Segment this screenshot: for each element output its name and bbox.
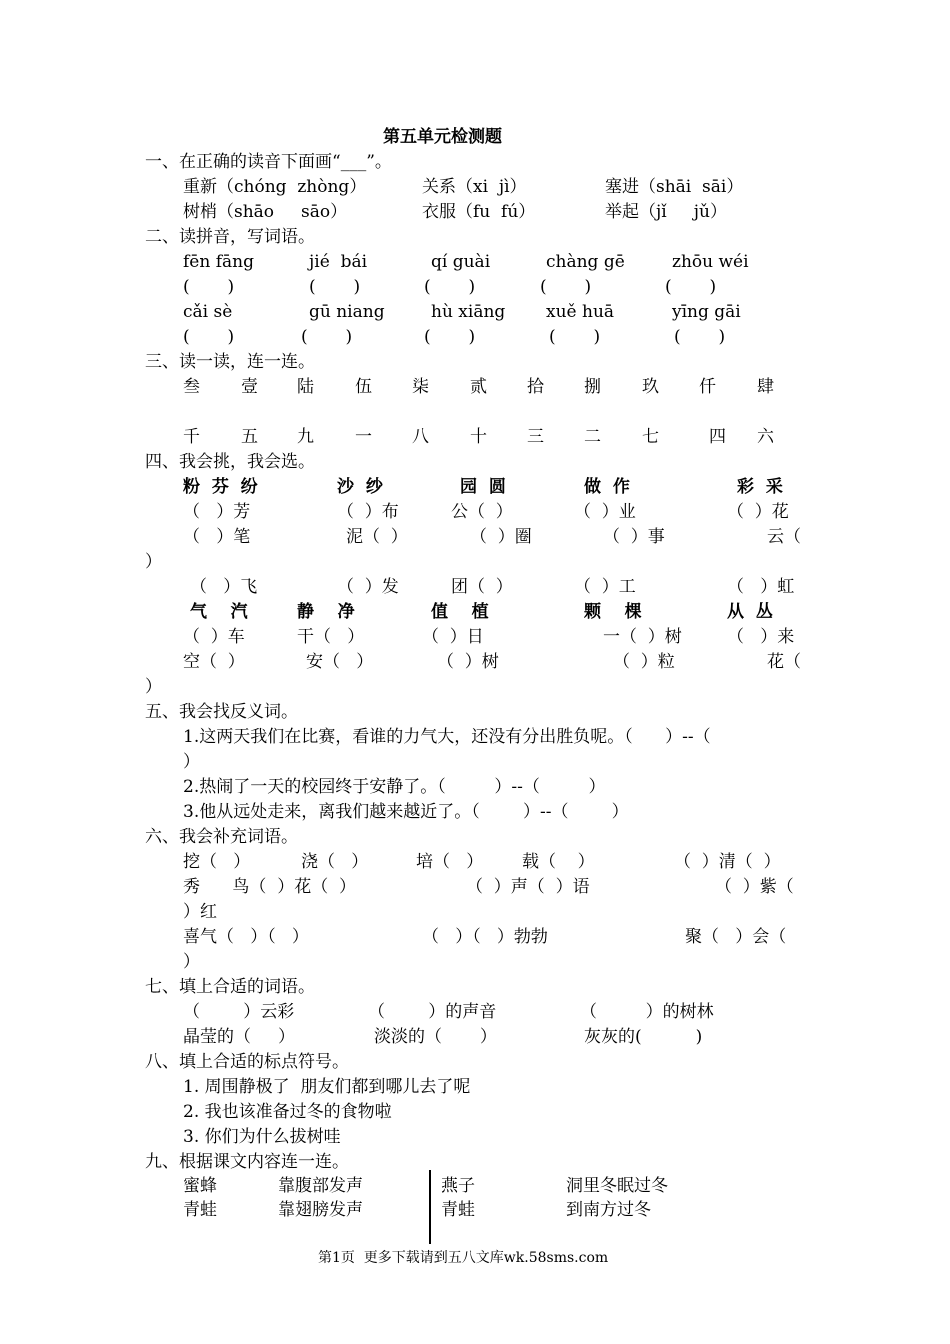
reading-item: 举起（jǐ jǔ） bbox=[605, 202, 727, 222]
section-4-heading: 四、我会挑，我会选。 bbox=[145, 452, 315, 472]
character-group: 园 圆 bbox=[460, 477, 506, 497]
answer-blank[interactable]: ( ) bbox=[183, 277, 235, 297]
idiom-blank[interactable]: （ ）（ ）勃勃 bbox=[422, 927, 548, 947]
lower-numeral[interactable]: 六 bbox=[757, 427, 774, 447]
wrap-text: ） bbox=[145, 677, 162, 697]
fill-word[interactable]: （ ）粒 bbox=[613, 652, 675, 672]
upper-numeral[interactable]: 贰 bbox=[470, 377, 487, 397]
fill-word[interactable]: 干（ ） bbox=[297, 627, 365, 647]
lower-numeral[interactable]: 二 bbox=[584, 427, 601, 447]
pinyin-word: zhōu wéi bbox=[672, 252, 749, 272]
character-group: 气 汽 bbox=[190, 602, 248, 622]
fill-word[interactable]: （ ）日 bbox=[422, 627, 484, 647]
idiom-blank[interactable]: 培（ ） bbox=[416, 852, 484, 872]
fill-word[interactable]: （ ）笔 bbox=[183, 527, 251, 547]
upper-numeral[interactable]: 仟 bbox=[699, 377, 716, 397]
answer-blank[interactable]: ( ) bbox=[424, 327, 476, 347]
page-footer: 第1页 更多下载请到五八文库wk.58sms.com bbox=[318, 1250, 609, 1266]
pinyin-word: fēn fāng bbox=[183, 252, 254, 272]
fill-word[interactable]: 泥（ ） bbox=[346, 527, 408, 547]
pinyin-word: jié bái bbox=[309, 252, 368, 272]
punctuation-sentence[interactable]: 2. 我也该准备过冬的食物啦 bbox=[183, 1102, 392, 1122]
answer-blank[interactable]: ( ) bbox=[540, 277, 592, 297]
fill-word[interactable]: 花（ bbox=[767, 652, 801, 672]
pinyin-word: gū niang bbox=[309, 302, 385, 322]
upper-numeral[interactable]: 陆 bbox=[297, 377, 314, 397]
reading-item: 树梢（shāo sāo） bbox=[183, 202, 348, 222]
section-8-heading: 八、填上合适的标点符号。 bbox=[145, 1052, 349, 1072]
page-title: 第五单元检测题 bbox=[383, 127, 502, 147]
answer-blank[interactable]: ( ) bbox=[674, 327, 726, 347]
animal-fact[interactable]: 洞里冬眠过冬 bbox=[566, 1176, 668, 1196]
fill-word[interactable]: 云（ bbox=[767, 527, 801, 547]
antonym-question[interactable]: 3.他从远处走来，离我们越来越近了。（ ）--（ ） bbox=[183, 802, 629, 822]
upper-numeral[interactable]: 壹 bbox=[241, 377, 258, 397]
answer-blank[interactable]: ( ) bbox=[424, 277, 476, 297]
antonym-question[interactable]: 2.热闹了一天的校园终于安静了。（ ）--（ ） bbox=[183, 777, 606, 797]
fill-word[interactable]: （ ）来 bbox=[727, 627, 795, 647]
character-group: 从 丛 bbox=[727, 602, 773, 622]
pinyin-word: chàng gē bbox=[546, 252, 625, 272]
punctuation-sentence[interactable]: 3. 你们为什么拔树哇 bbox=[183, 1127, 341, 1147]
lower-numeral[interactable]: 四 bbox=[709, 427, 726, 447]
upper-numeral[interactable]: 拾 bbox=[527, 377, 544, 397]
pinyin-word: yīng gāi bbox=[672, 302, 741, 322]
reading-item: 塞进（shāi sāi） bbox=[605, 177, 744, 197]
fill-word[interactable]: （ ）圈 bbox=[470, 527, 532, 547]
pinyin-word: xuě huā bbox=[546, 302, 615, 322]
lower-numeral[interactable]: 千 bbox=[183, 427, 200, 447]
punctuation-sentence[interactable]: 1. 周围静极了 朋友们都到哪儿去了呢 bbox=[183, 1077, 471, 1097]
idiom-blank[interactable]: 聚（ ）会（ bbox=[685, 927, 787, 947]
animal-fact[interactable]: 靠腹部发声 bbox=[278, 1176, 363, 1196]
wrap-text: ） bbox=[145, 552, 162, 572]
pinyin-word: cǎi sè bbox=[183, 302, 233, 322]
phrase-blank[interactable]: （ ）云彩 bbox=[183, 1002, 295, 1022]
answer-blank[interactable]: ( ) bbox=[665, 277, 717, 297]
fill-word[interactable]: 一（ ）树 bbox=[603, 627, 682, 647]
section-6-heading: 六、我会补充词语。 bbox=[145, 827, 298, 847]
animal-label[interactable]: 蜜蜂 bbox=[183, 1176, 217, 1196]
fill-word[interactable]: （ ）业 bbox=[574, 502, 636, 522]
character-group: 值 植 bbox=[431, 602, 489, 622]
idiom-blank[interactable]: 浇（ ） bbox=[301, 852, 369, 872]
fill-word[interactable]: （ ）飞 bbox=[190, 577, 258, 597]
column-divider bbox=[429, 1170, 431, 1244]
upper-numeral[interactable]: 捌 bbox=[584, 377, 601, 397]
fill-word[interactable]: 空（ ） bbox=[183, 652, 245, 672]
answer-blank[interactable]: ( ) bbox=[549, 327, 601, 347]
fill-word[interactable]: （ ）虹 bbox=[727, 577, 795, 597]
idiom-blank[interactable]: 载（ ） bbox=[522, 852, 595, 872]
character-group: 彩 采 bbox=[737, 477, 783, 497]
phrase-blank[interactable]: 淡淡的（ ） bbox=[374, 1027, 497, 1047]
phrase-blank[interactable]: （ ）的声音 bbox=[368, 1002, 497, 1022]
section-9-heading: 九、根据课文内容连一连。 bbox=[145, 1152, 349, 1172]
lower-numeral[interactable]: 十 bbox=[470, 427, 487, 447]
upper-numeral[interactable]: 柒 bbox=[412, 377, 429, 397]
character-group: 颗 棵 bbox=[584, 602, 642, 622]
character-group: 做 作 bbox=[584, 477, 630, 497]
fill-word[interactable]: （ ）工 bbox=[574, 577, 636, 597]
fill-word[interactable]: （ ）布 bbox=[337, 502, 399, 522]
antonym-question[interactable]: 1.这两天我们在比赛，看谁的力气大，还没有分出胜负呢。（ ）--（ bbox=[183, 727, 711, 747]
idiom-blank[interactable]: （ ）清（ ） bbox=[674, 852, 781, 872]
pinyin-word: qí guài bbox=[431, 252, 491, 272]
idiom-blank[interactable]: 秀 鸟（ ）花（ ） bbox=[183, 877, 357, 897]
fill-word[interactable]: （ ）发 bbox=[337, 577, 399, 597]
section-5-heading: 五、我会找反义词。 bbox=[145, 702, 298, 722]
upper-numeral[interactable]: 玖 bbox=[642, 377, 659, 397]
upper-numeral[interactable]: 肆 bbox=[757, 377, 774, 397]
answer-blank[interactable]: ( ) bbox=[183, 327, 235, 347]
reading-item: 重新（chóng zhòng） bbox=[183, 177, 367, 197]
wrap-text: ）红 bbox=[183, 902, 217, 922]
animal-label[interactable]: 燕子 bbox=[441, 1176, 475, 1196]
pinyin-word: hù xiāng bbox=[431, 302, 506, 322]
lower-numeral[interactable]: 五 bbox=[241, 427, 258, 447]
animal-fact[interactable]: 到南方过冬 bbox=[566, 1200, 651, 1220]
wrap-text: ） bbox=[183, 952, 200, 972]
reading-item: 衣服（fu fú） bbox=[422, 202, 536, 222]
lower-numeral[interactable]: 三 bbox=[527, 427, 544, 447]
animal-label[interactable]: 青蛙 bbox=[441, 1200, 475, 1220]
animal-label[interactable]: 青蛙 bbox=[183, 1200, 217, 1220]
character-group: 静 净 bbox=[297, 602, 355, 622]
answer-blank[interactable]: ( ) bbox=[301, 327, 353, 347]
lower-numeral[interactable]: 九 bbox=[297, 427, 314, 447]
fill-word[interactable]: （ ）车 bbox=[183, 627, 245, 647]
answer-blank[interactable]: ( ) bbox=[309, 277, 361, 297]
idiom-blank[interactable]: 挖（ ） bbox=[183, 852, 251, 872]
fill-word[interactable]: 公（ ） bbox=[451, 502, 513, 522]
section-2-heading: 二、读拼音，写词语。 bbox=[145, 227, 315, 247]
fill-word[interactable]: （ ）事 bbox=[603, 527, 665, 547]
idiom-blank[interactable]: （ ）紫（ bbox=[715, 877, 794, 897]
upper-numeral[interactable]: 叁 bbox=[183, 377, 200, 397]
character-group: 沙 纱 bbox=[337, 477, 383, 497]
upper-numeral[interactable]: 伍 bbox=[355, 377, 372, 397]
idiom-blank[interactable]: 喜气（ ）（ ） bbox=[183, 927, 309, 947]
animal-fact[interactable]: 靠翅膀发声 bbox=[278, 1200, 363, 1220]
idiom-blank[interactable]: （ ）声（ ）语 bbox=[466, 877, 590, 897]
fill-word[interactable]: （ ）树 bbox=[437, 652, 499, 672]
phrase-blank[interactable]: 灰灰的( ) bbox=[584, 1027, 703, 1047]
wrap-text: ） bbox=[183, 752, 200, 772]
fill-word[interactable]: 团（ ） bbox=[451, 577, 513, 597]
phrase-blank[interactable]: （ ）的树林 bbox=[580, 1002, 714, 1022]
section-3-heading: 三、读一读，连一连。 bbox=[145, 352, 315, 372]
section-7-heading: 七、填上合适的词语。 bbox=[145, 977, 315, 997]
lower-numeral[interactable]: 七 bbox=[642, 427, 659, 447]
phrase-blank[interactable]: 晶莹的（ ） bbox=[183, 1027, 296, 1047]
reading-item: 关系（xi jì） bbox=[422, 177, 527, 197]
character-group: 粉 芬 纷 bbox=[183, 477, 258, 497]
fill-word[interactable]: 安（ ） bbox=[306, 652, 374, 672]
lower-numeral[interactable]: 一 bbox=[355, 427, 372, 447]
fill-word[interactable]: （ ）花 bbox=[727, 502, 789, 522]
fill-word[interactable]: （ ）芳 bbox=[183, 502, 251, 522]
lower-numeral[interactable]: 八 bbox=[412, 427, 429, 447]
section-1-heading: 一、在正确的读音下面画“___”。 bbox=[145, 152, 392, 172]
